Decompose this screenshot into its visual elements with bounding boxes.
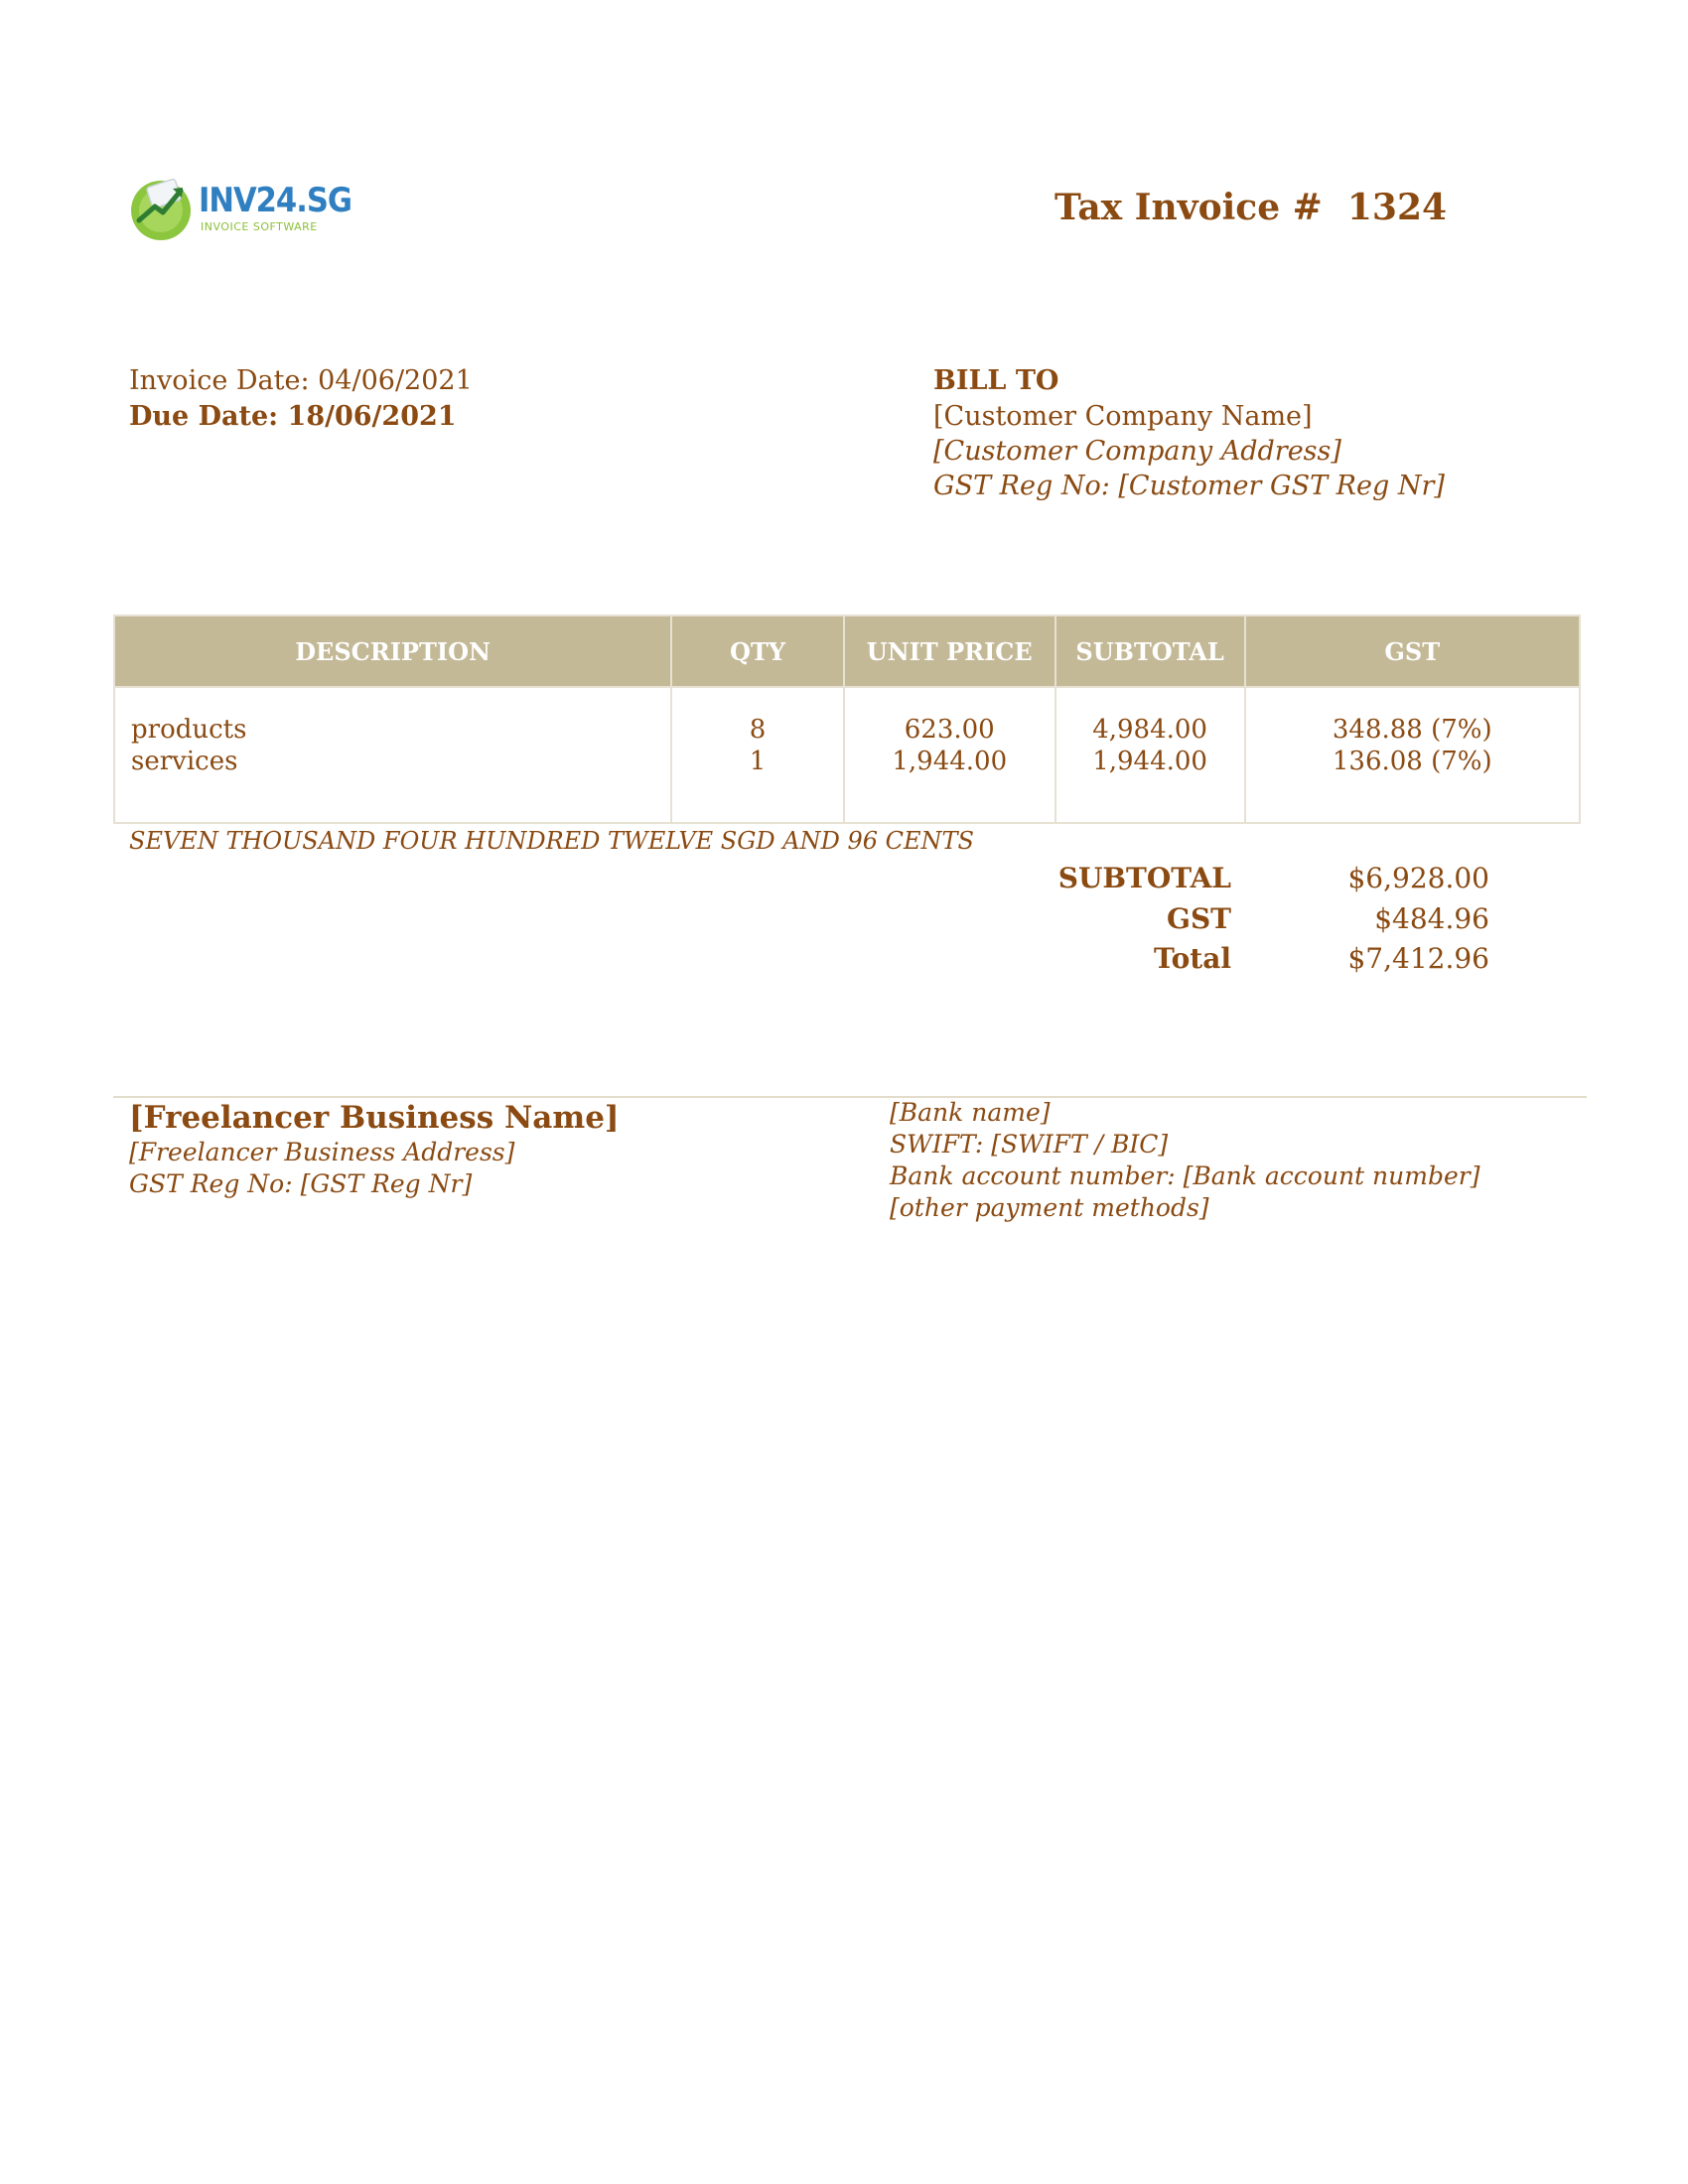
- total-label: Total: [1153, 942, 1231, 975]
- customer-gst-reg: GST Reg No: [Customer GST Reg Nr]: [933, 471, 1445, 501]
- freelancer-gst-reg: GST Reg No: [GST Reg Nr]: [129, 1169, 473, 1198]
- bank-account-number: Bank account number: [Bank account number]: [890, 1161, 1480, 1190]
- subtotal-cell: [1055, 687, 1245, 823]
- row-gst: 348.88 (7%): [1332, 715, 1492, 745]
- table-row: [114, 687, 1580, 823]
- other-payment-methods: [other payment methods]: [890, 1193, 1209, 1222]
- row-subtotal: 4,984.00: [1092, 715, 1207, 745]
- header-description: DESCRIPTION: [114, 615, 671, 687]
- company-logo: [127, 171, 352, 250]
- header-gst: GST: [1245, 615, 1580, 687]
- logo-icon: [127, 173, 197, 242]
- row-gst: 136.08 (7%): [1332, 747, 1492, 776]
- freelancer-business-name: [Freelancer Business Name]: [129, 1100, 620, 1136]
- customer-company-name: [Customer Company Name]: [933, 401, 1313, 432]
- description-cell: [114, 687, 671, 823]
- row-subtotal: 1,944.00: [1092, 747, 1207, 776]
- qty-cell: [671, 687, 844, 823]
- header-qty: QTY: [671, 615, 844, 687]
- gst-value: $484.96: [1374, 902, 1489, 935]
- bank-name: [Bank name]: [890, 1098, 1051, 1127]
- logo-tagline: INVOICE SOFTWARE: [201, 220, 318, 233]
- logo-name: INV24.SG: [199, 181, 352, 220]
- row-description: services: [131, 747, 238, 776]
- header-unit-price: UNIT PRICE: [844, 615, 1055, 687]
- gst-label: GST: [1167, 902, 1231, 935]
- amount-in-words: SEVEN THOUSAND FOUR HUNDRED TWELVE SGD AND 96 CENTS: [129, 827, 974, 855]
- row-qty: 8: [749, 715, 767, 745]
- unit-price-cell: [844, 687, 1055, 823]
- header-subtotal: SUBTOTAL: [1055, 615, 1245, 687]
- subtotal-value: $6,928.00: [1347, 862, 1489, 894]
- gst-cell: [1245, 687, 1580, 823]
- row-qty: 1: [749, 747, 767, 776]
- footer-divider: [113, 1096, 1587, 1098]
- due-date: Due Date: 18/06/2021: [129, 401, 457, 432]
- row-unit-price: 1,944.00: [892, 747, 1008, 776]
- line-items-table: [113, 614, 1581, 824]
- invoice-title: Tax Invoice # 1324: [1055, 187, 1448, 228]
- bill-to-heading: BILL TO: [933, 365, 1059, 396]
- bank-swift: SWIFT: [SWIFT / BIC]: [890, 1130, 1169, 1159]
- row-description: products: [131, 715, 247, 745]
- row-unit-price: 623.00: [904, 715, 995, 745]
- customer-company-address: [Customer Company Address]: [933, 436, 1341, 467]
- total-value: $7,412.96: [1347, 942, 1489, 975]
- subtotal-label: SUBTOTAL: [1057, 862, 1231, 894]
- freelancer-business-address: [Freelancer Business Address]: [129, 1138, 515, 1166]
- invoice-date: Invoice Date: 04/06/2021: [129, 365, 473, 396]
- table-header-row: [114, 615, 1580, 687]
